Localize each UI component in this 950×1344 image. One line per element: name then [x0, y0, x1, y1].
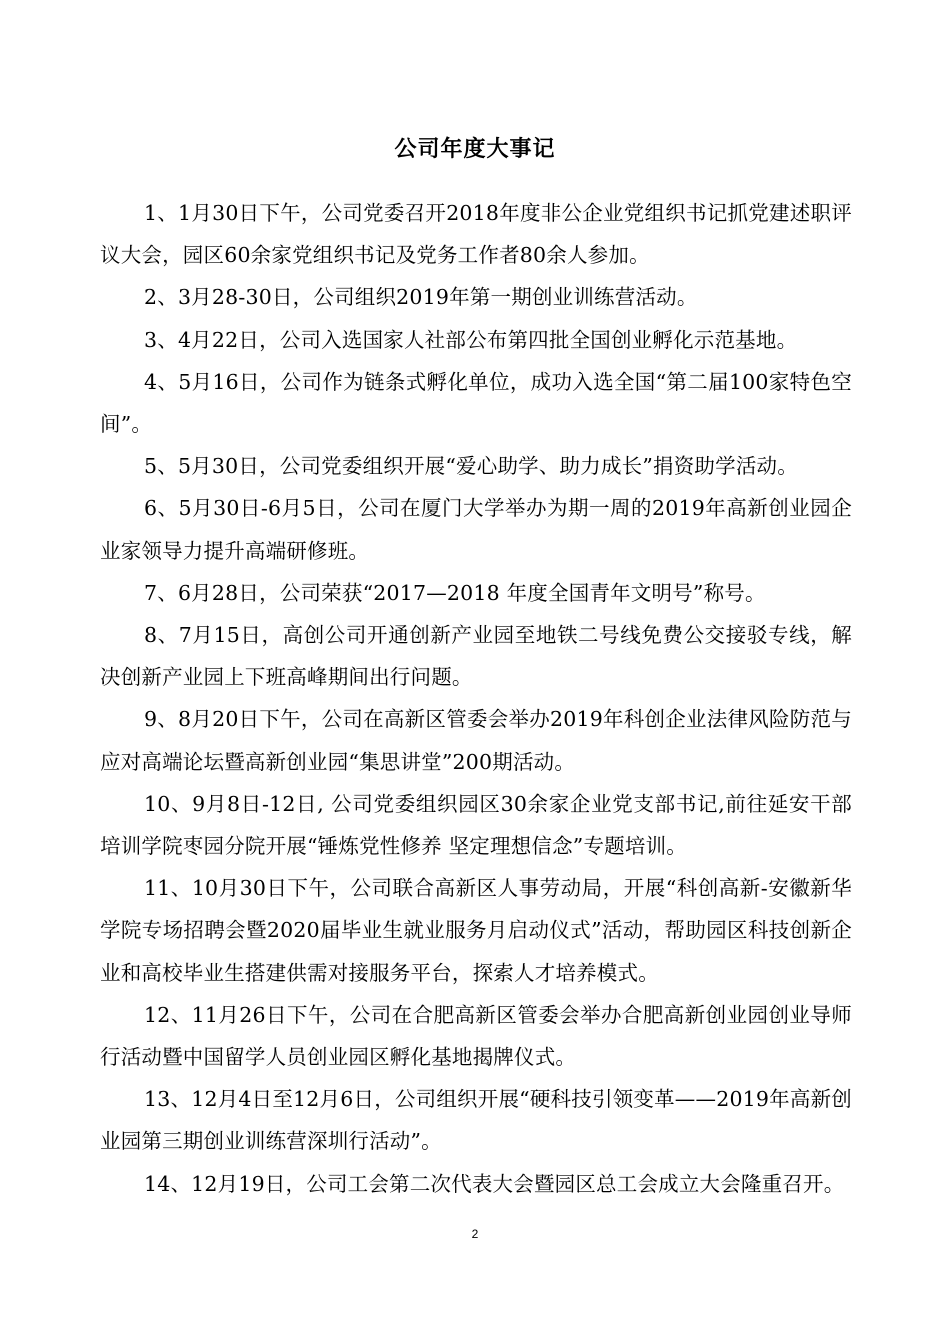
list-item: 9、8月20日下午，公司在高新区管委会举办2019年科创企业法律风险防范与应对高端论坛暨高新创业园“集思讲堂”200期活动。: [100, 707, 852, 774]
list-item: 14、12月19日，公司工会第二次代表大会暨园区总工会成立大会隆重召开。: [144, 1171, 845, 1196]
list-item: 13、12月4日至12月6日，公司组织开展“硬科技引领变革——2019年高新创业园第三期创业训练营深圳行活动”。: [100, 1087, 852, 1154]
list-item: 5、5月30日，公司党委组织开展“爱心助学、助力成长”捐资助学活动。: [144, 454, 798, 479]
list-item: 12、11月26日下午，公司在合肥高新区管委会举办合肥高新创业园创业导师行活动暨中国留学人员创业园区孵化基地揭牌仪式。: [100, 1002, 852, 1070]
list-item: 7、6月28日，公司荣获“2017—2018 年度全国青年文明号”称号。: [144, 580, 766, 605]
list-item: 1、1月30日下午，公司党委召开2018年度非公企业党组织书记抓党建述职评议大会，园区60余家党组织书记及党务工作者80余人参加。: [100, 201, 852, 268]
page-title: 公司年度大事记: [394, 137, 556, 162]
page-number: 2: [471, 1227, 479, 1241]
list-item: 4、5月16日，公司作为链条式孵化单位，成功入选全国“第二届100家特色空间”。: [100, 369, 852, 437]
list-item: 10、9月8日-12日, 公司党委组织园区30余家企业党支部书记,前往延安干部培训学院枣园分院开展“锤炼党性修养 坚定理想信念”专题培训。: [100, 791, 852, 859]
list-item: 2、3月28-30日，公司组织2019年第一期创业训练营活动。: [144, 285, 698, 310]
list-item: 8、7月15日，高创公司开通创新产业园至地铁二号线免费公交接驳专线，解决创新产业园上下班高峰期间出行问题。: [100, 623, 852, 690]
list-item: 3、4月22日，公司入选国家人社部公布第四批全国创业孵化示范基地。: [144, 327, 798, 352]
list-item: 6、5月30日-6月5日，公司在厦门大学举办为期一周的2019年高新创业园企业家领导力提升高端研修班。: [100, 496, 852, 563]
list-item: 11、10月30日下午，公司联合高新区人事劳动局，开展“科创高新-安徽新华学院专场招聘会暨2020届毕业生就业服务月启动仪式”活动，帮助园区科技创新企业和高校毕业生搭建供需对接服务平台，探索人才培养模式。: [100, 876, 852, 985]
event-list: [100, 192, 852, 1205]
